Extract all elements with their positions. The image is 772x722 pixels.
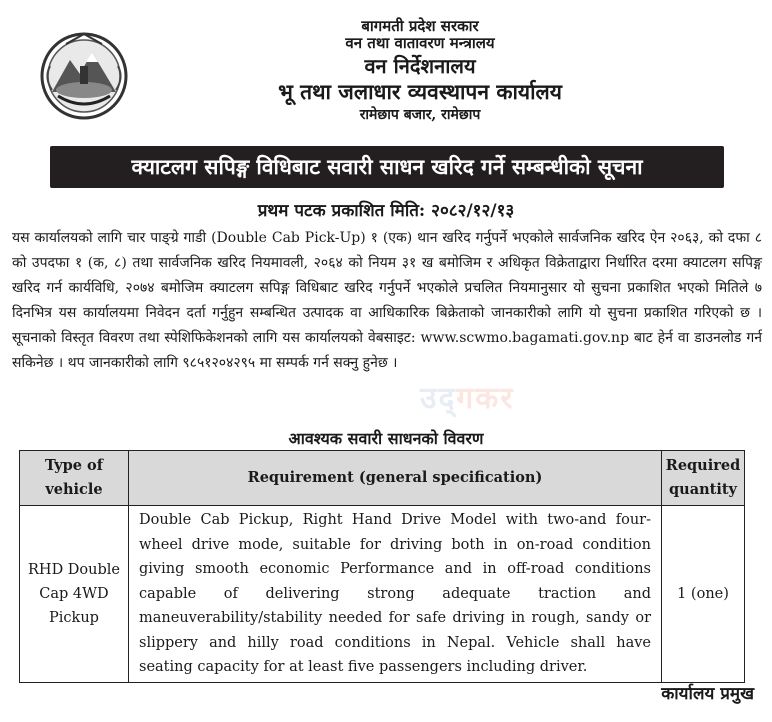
header-office: भू तथा जलाधार व्यवस्थापन कार्यालय xyxy=(278,78,562,104)
letterhead xyxy=(150,18,690,123)
notice-body: यस कार्यालयको लागि चार पाङ्ग्रे गाडी (Double Cab Pick-Up) १ (एक) थान खरिद गर्नुपर्ने भएकोले सार्वजनिक खरिद ऐन २०६३, को दफा ८ को उपदफा १ (क, ८) तथा सार्वजनिक खरिद नियमावली, २०६४ को नियम ३१ ख बमोजिम र अधिकृत विक्रेताद्वारा निर्धारित दरमा क्याटलग सपिङ्ग खरिद गर्न कार्यविधि, २०७४ बमोजिम क्याटलग सपिङ्ग विधिबाट खरिद गर्नुपर्ने भएकोले प्रचलित नियमानुसार यो सुचना प्रकाशित भएको मितिले ७ दिनभित्र यस कार्यालयमा निवेदन दर्ता गर्नुहुन सम्बन्धित उत्पादक वा आधिकारिक बिक्रेताको जानकारीको लागि यो सुचना प्रकाशित गरिएको छ । सूचनाको विस्तृत विवरण तथा स्पेशिफिकेशनको लागि यस कार्यालयको वेबसाइट: www.scwmo.bagamati.gov.np बाट हेर्न वा डाउनलोड गर्न सकिनेछ । थप जानकारीको लागि ९८५१२०४२९५ मा सम्पर्क गर्न सक्नु हुनेछ । xyxy=(12,230,762,371)
publication-date: प्रथम पटक प्रकाशित मिति: २०८२/१२/१३ xyxy=(257,201,515,221)
col-header-type: Type of vehicle xyxy=(20,451,129,506)
notice-title: क्याटलग सपिङ्ग विधिबाट सवारी साधन खरिद गर्ने सम्बन्धीको सूचना xyxy=(50,146,724,188)
cell-quantity: 1 (one) xyxy=(662,506,745,683)
watermark xyxy=(420,376,515,417)
cell-vehicle-type: RHD Double Cap 4WD Pickup xyxy=(20,506,129,683)
cell-requirement: Double Cab Pickup, Right Hand Drive Model with two-and four-wheel drive mode, suitable for driving both in on-road condition giving smooth economic Performance and in off-road conditions capable of delivering strong adequate traction and maneuverability/stability needed for safe driving in rough, sandy or slippery and hilly road conditions in Nepal. Vehicle shall have seating capacity for at least five passengers including driver. xyxy=(129,506,662,683)
table-row xyxy=(20,506,745,683)
watermark-part-1: उद्‍ xyxy=(420,381,457,416)
header-province: बागमती प्रदेश सरकार xyxy=(361,17,479,35)
vehicle-spec-table xyxy=(19,450,745,683)
signature-office-chief: कार्यालय प्रमुख xyxy=(661,684,754,704)
watermark-part-2: गकर xyxy=(456,381,515,416)
header-ministry: वन तथा वातावरण मन्त्रालय xyxy=(345,34,495,53)
table-header-row xyxy=(20,451,745,506)
government-emblem-icon xyxy=(36,26,132,122)
col-header-quantity: Required quantity xyxy=(662,451,745,506)
section-heading: आवश्यक सवारी साधनको विवरण xyxy=(288,429,484,448)
header-address: रामेछाप बजार, रामेछाप xyxy=(359,106,481,123)
col-header-requirement: Requirement (general specification) xyxy=(129,451,662,506)
header-directorate: वन निर्देशनालय xyxy=(364,53,476,78)
